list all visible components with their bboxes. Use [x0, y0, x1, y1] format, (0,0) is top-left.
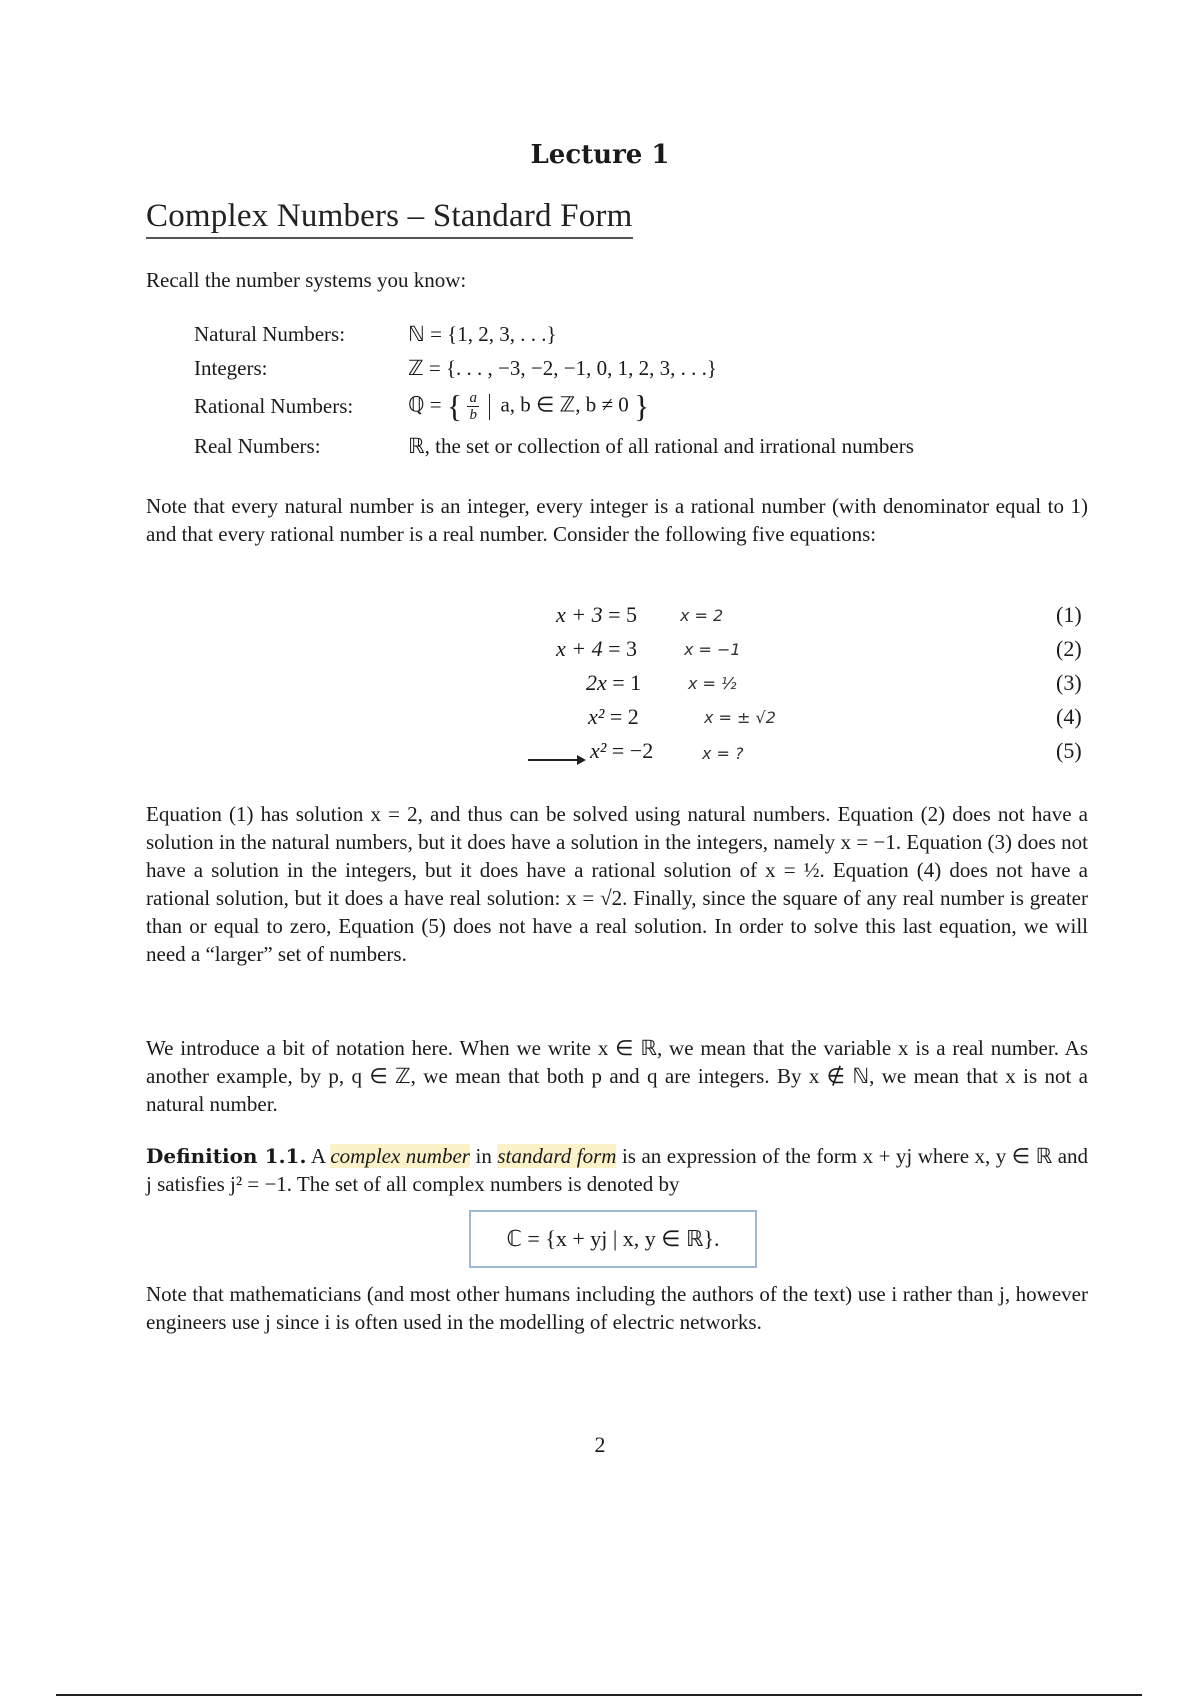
closing-note-paragraph: Note that mathematicians (and most other humans including the authors of the text) use i rather than j, however engineers use j since i is often used in the modelling of electric networks.: [146, 1282, 1088, 1334]
equation-4-rhs: = 2: [609, 704, 639, 729]
equation-3: [586, 670, 641, 696]
fraction-denominator: b: [469, 407, 477, 423]
rational-numbers-label: Rational Numbers:: [194, 394, 354, 418]
notation-paragraph: We introduce a bit of notation here. When we write x ∈ ℝ, we mean that the variable x is a real number. As another example, by p, q ∈ ℤ, we mean that both p and q are integers. By x ∉ ℕ, we mean that x is not a natural number.: [146, 1036, 1088, 1116]
handwritten-arrow-icon: [528, 759, 584, 761]
equation-5-lhs: x²: [590, 738, 607, 763]
equation-number-5: (5): [1056, 738, 1082, 763]
complex-set-definition-box: ℂ = {x + yj | x, y ∈ ℝ}.: [469, 1210, 757, 1268]
equation-1-lhs: x + 3: [556, 602, 603, 627]
real-numbers-value: ℝ, the set or collection of all rational and irrational numbers: [408, 434, 914, 458]
right-brace: }: [634, 388, 650, 424]
handwritten-note-5: x = ?: [702, 744, 744, 763]
equation-4-lhs: x²: [588, 704, 605, 729]
equation-2: [556, 636, 637, 662]
term-standard-form: standard form: [497, 1144, 617, 1168]
integers-label: Integers:: [194, 356, 268, 380]
natural-numbers-label: Natural Numbers:: [194, 322, 346, 346]
equation-3-lhs: 2x: [586, 670, 607, 695]
page-number: 2: [594, 1432, 606, 1457]
fraction-numerator: a: [469, 390, 477, 406]
definition-heading: Definition 1.1.: [146, 1144, 307, 1168]
equation-number-4: (4): [1056, 704, 1082, 729]
intro-paragraph: Recall the number systems you know:: [146, 268, 467, 292]
equation-1: [556, 602, 637, 628]
handwritten-note-2: x = −1: [684, 640, 741, 659]
definition-paragraph: [146, 1142, 1088, 1198]
equation-5: [590, 738, 653, 764]
section-title: Complex Numbers – Standard Form: [146, 198, 633, 239]
definition-text-c: is an expression of the form x + yj where x, y ∈ ℝ and j satisfies j² = −1. The set of all complex numbers is denoted by: [146, 1144, 1089, 1196]
equation-2-lhs: x + 4: [556, 636, 603, 661]
natural-numbers-value: ℕ = {1, 2, 3, . . .}: [408, 322, 557, 346]
definition-text-a: A: [310, 1144, 325, 1168]
fraction-a-over-b: [467, 390, 479, 423]
equation-2-rhs: = 3: [608, 636, 638, 661]
bottom-divider: [56, 1694, 1142, 1696]
such-that-bar: [489, 394, 490, 420]
equation-number-3: (3): [1056, 670, 1082, 695]
handwritten-note-4: x = ± √2: [704, 708, 776, 727]
note-paragraph: Note that every natural number is an integer, every integer is a rational number (with denominator equal to 1) and that every rational number is a real number. Consider the following five equations:: [146, 494, 1088, 546]
equation-1-rhs: = 5: [608, 602, 638, 627]
handwritten-note-3: x = ½: [688, 674, 737, 693]
equation-number-2: (2): [1056, 636, 1082, 661]
definition-text-b: in: [475, 1144, 492, 1168]
lecture-heading: Lecture 1: [530, 140, 670, 170]
equation-3-rhs: = 1: [612, 670, 642, 695]
discussion-paragraph: Equation (1) has solution x = 2, and thus can be solved using natural numbers. Equation (2) does not have a solution in the natural numbers, but it does have a solution in the integers, namely x = −1. Equation (3) does not have a solution in the integers, but it does have a rational solution of x = ½. Equation (4) does not have a rational solution, but it does a have real solution: x = √2. Finally, since the square of any real number is greater than or equal to zero, Equation (5) does not have a real solution. In order to solve this last equation, we will need a “larger” set of numbers.: [146, 802, 1088, 966]
real-numbers-label: Real Numbers:: [194, 434, 321, 458]
equation-4: [588, 704, 639, 730]
integers-value: ℤ = {. . . , −3, −2, −1, 0, 1, 2, 3, . . .}: [408, 356, 717, 380]
handwritten-note-1: x = 2: [680, 606, 724, 625]
left-brace: {: [446, 388, 463, 424]
rational-condition: a, b ∈ ℤ, b ≠ 0: [500, 392, 629, 417]
term-complex-number: complex number: [330, 1144, 470, 1168]
rational-numbers-value: [408, 388, 649, 425]
equation-list: [0, 602, 1200, 782]
rational-prefix: ℚ =: [408, 392, 442, 417]
equation-number-1: (1): [1056, 602, 1082, 627]
equation-5-rhs: = −2: [611, 738, 654, 763]
